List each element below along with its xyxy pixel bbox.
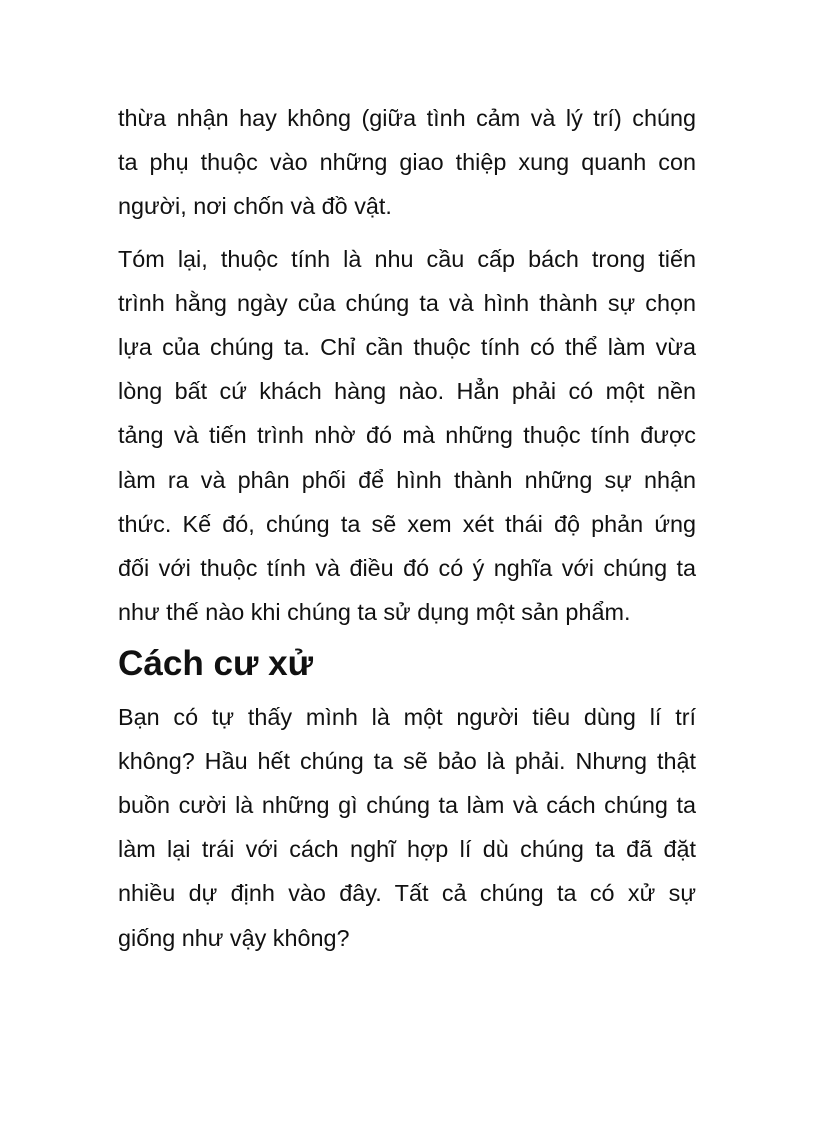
text-line: Bạn có tự thấy mình là một người tiêu dùng lí trí [118, 703, 696, 730]
text-line: buồn cười là những gì chúng ta làm và cách chúng ta [118, 792, 696, 819]
text-line: làm lại trái với cách nghĩ hợp lí dù chúng ta đã đặt [118, 836, 696, 863]
text-line: như thế nào khi chúng ta sử dụng một sản phẩm. [118, 599, 631, 626]
text-line: làm ra và phân phối để hình thành những sự nhận [118, 466, 696, 493]
text-line: trình hằng ngày của chúng ta và hình thành sự chọn [118, 289, 696, 316]
section-heading: Cách cư xử [118, 644, 314, 684]
document-page [118, 96, 696, 960]
text-line: giống như vậy không? [118, 924, 350, 951]
text-line: Tóm lại, thuộc tính là nhu cầu cấp bách trong tiến [118, 245, 696, 272]
text-line: đối với thuộc tính và điều đó có ý nghĩa với chúng ta [118, 555, 696, 582]
text-line: thừa nhận hay không (giữa tình cảm và lý trí) chúng [118, 105, 696, 131]
text-line: ta phụ thuộc vào những giao thiệp xung quanh con [118, 149, 696, 176]
text-line: nhiều dự định vào đây. Tất cả chúng ta có xử sự [118, 880, 696, 907]
text-line: lòng bất cứ khách hàng nào. Hẳn phải có một nền [118, 378, 696, 405]
text-line: người, nơi chốn và đồ vật. [118, 193, 392, 220]
text-line: không? Hầu hết chúng ta sẽ bảo là phải. Nhưng thật [118, 747, 696, 774]
paragraph [118, 695, 696, 960]
paragraph [118, 237, 696, 635]
text-line: lựa của chúng ta. Chỉ cần thuộc tính có thể làm vừa [118, 334, 696, 361]
text-line: thức. Kế đó, chúng ta sẽ xem xét thái độ phản ứng [118, 510, 696, 537]
paragraph [118, 96, 696, 229]
text-line: tảng và tiến trình nhờ đó mà những thuộc tính được [118, 422, 696, 449]
